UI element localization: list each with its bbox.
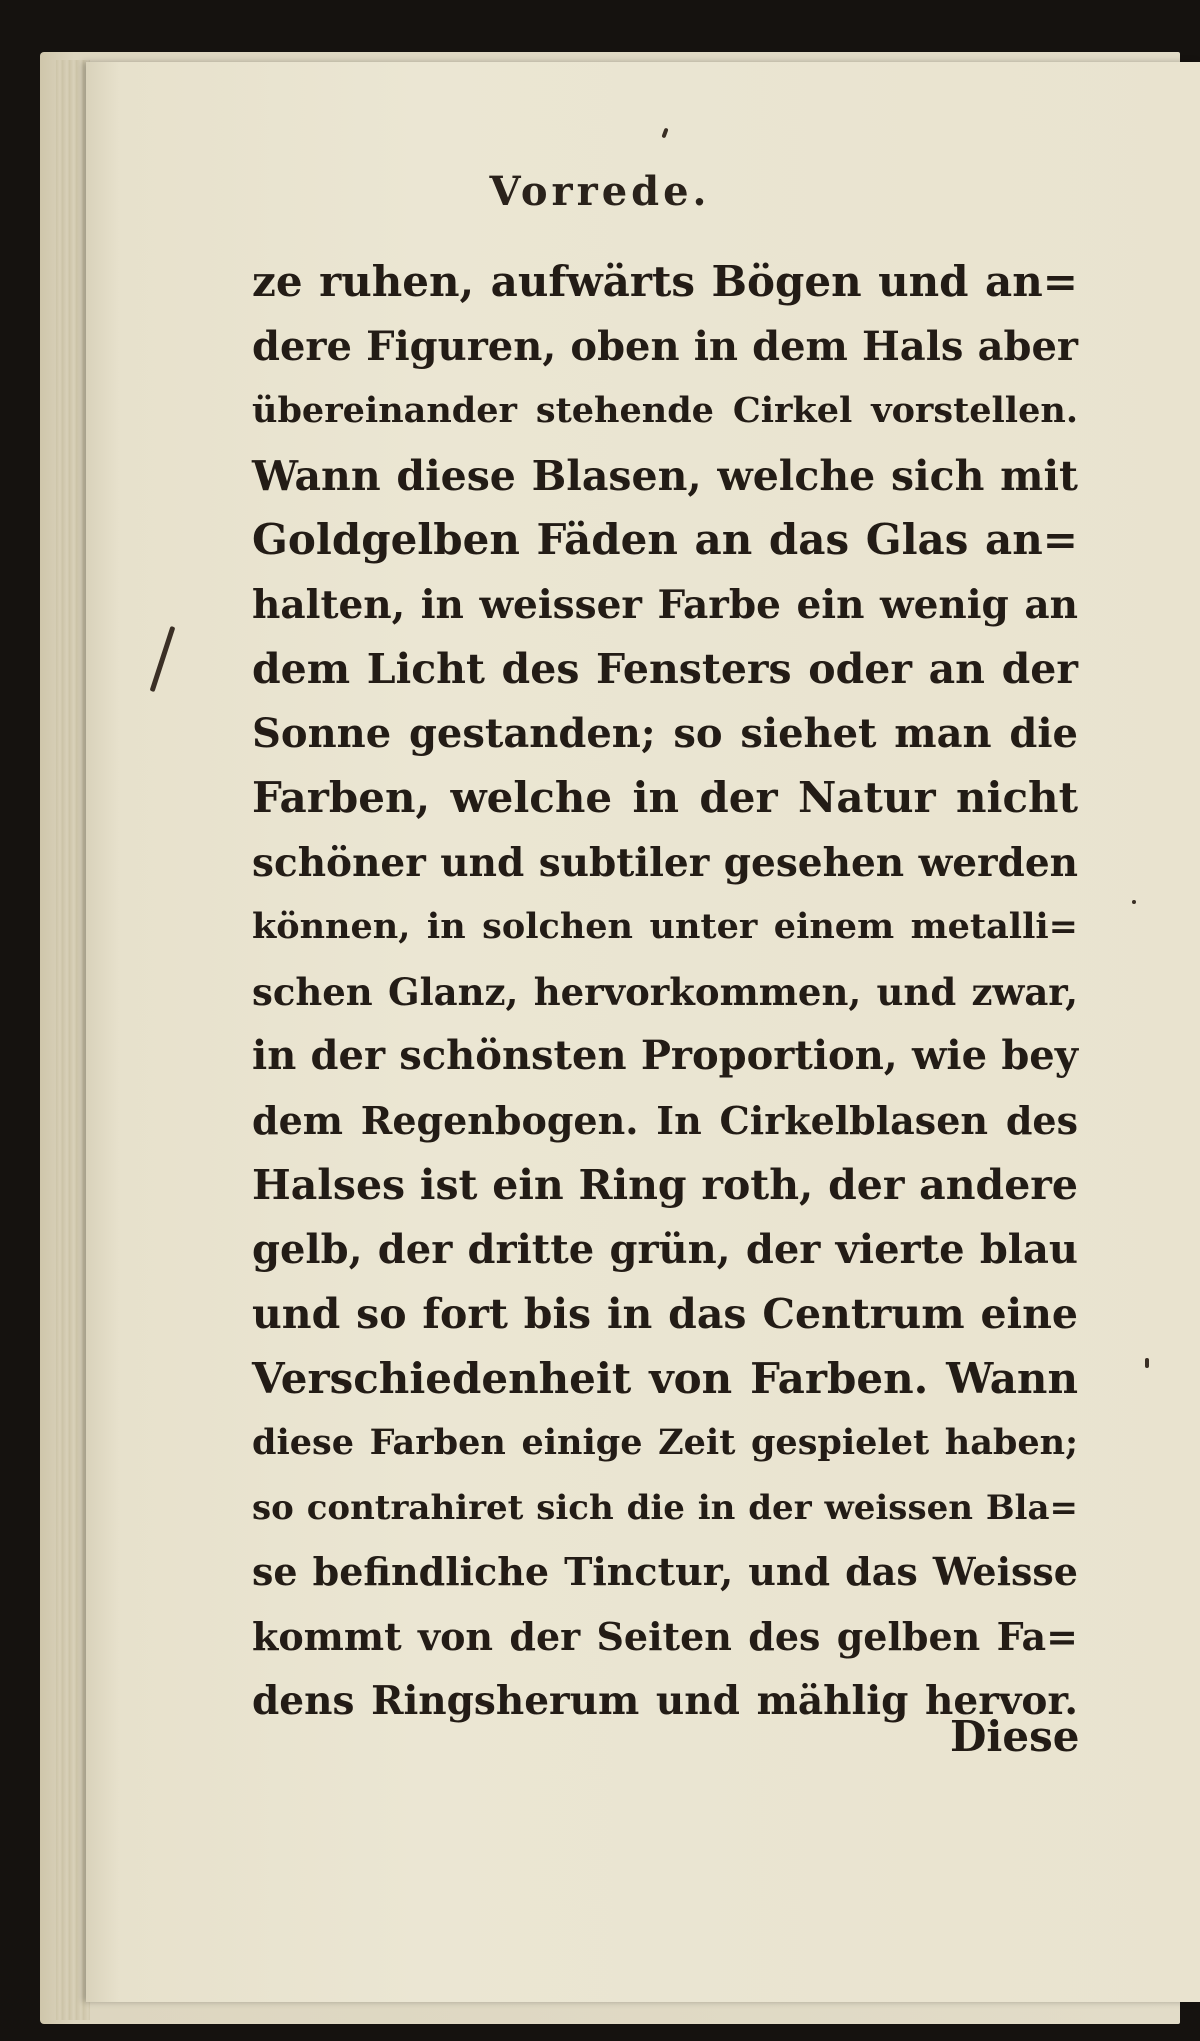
running-header: Vorrede. xyxy=(489,168,711,215)
text-line: schen Glanz, hervorkommen, und zwar, xyxy=(252,969,1078,1014)
text-line: in der schönsten Proportion, wie bey xyxy=(252,1032,1078,1079)
text-line: halten, in weisser Farbe ein wenig an xyxy=(252,581,1078,628)
body-text xyxy=(252,250,1078,1734)
text-line: Goldgelben Fäden an das Glas an= xyxy=(252,515,1078,564)
text-line: und so fort bis in das Centrum eine xyxy=(252,1290,1078,1338)
text-line: Farben, welche in der Natur nicht xyxy=(252,773,1078,822)
text-line: ze ruhen, aufwärts Bögen und an= xyxy=(252,257,1078,306)
text-line: Wann diese Blasen, welche sich mit xyxy=(252,451,1078,500)
ink-speck xyxy=(1145,1358,1149,1368)
text-line: diese Farben einige Zeit gespielet haben; xyxy=(252,1422,1078,1463)
page-edges xyxy=(56,60,90,2020)
text-line: dem Regenbogen. In Cirkelblasen des xyxy=(252,1097,1078,1143)
ink-speck xyxy=(1132,900,1136,904)
text-line: dens Ringsherum und mählig hervor. xyxy=(252,1678,1078,1724)
catchword: Diese xyxy=(950,1712,1080,1761)
text-line: se befindliche Tinctur, und das Weisse xyxy=(252,1549,1078,1594)
text-line: dem Licht des Fensters oder an der xyxy=(252,645,1078,693)
text-line: so contrahiret sich die in der weissen Bla= xyxy=(252,1487,1078,1528)
text-line: kommt von der Seiten des gelben Fa= xyxy=(252,1613,1078,1659)
text-line: können, in solchen unter einem metalli= xyxy=(252,906,1078,947)
text-line: Verschiedenheit von Farben. Wann xyxy=(252,1353,1078,1403)
text-line: Halses ist ein Ring roth, der andere xyxy=(252,1161,1078,1209)
text-line: gelb, der dritte grün, der vierte blau xyxy=(252,1225,1078,1273)
text-line: schöner und subtiler gesehen werden xyxy=(252,839,1078,886)
text-line: dere Figuren, oben in dem Hals aber xyxy=(252,322,1078,370)
text-line: Sonne gestanden; so siehet man die xyxy=(252,709,1078,757)
text-line: übereinander stehende Cirkel vorstellen. xyxy=(252,390,1078,431)
